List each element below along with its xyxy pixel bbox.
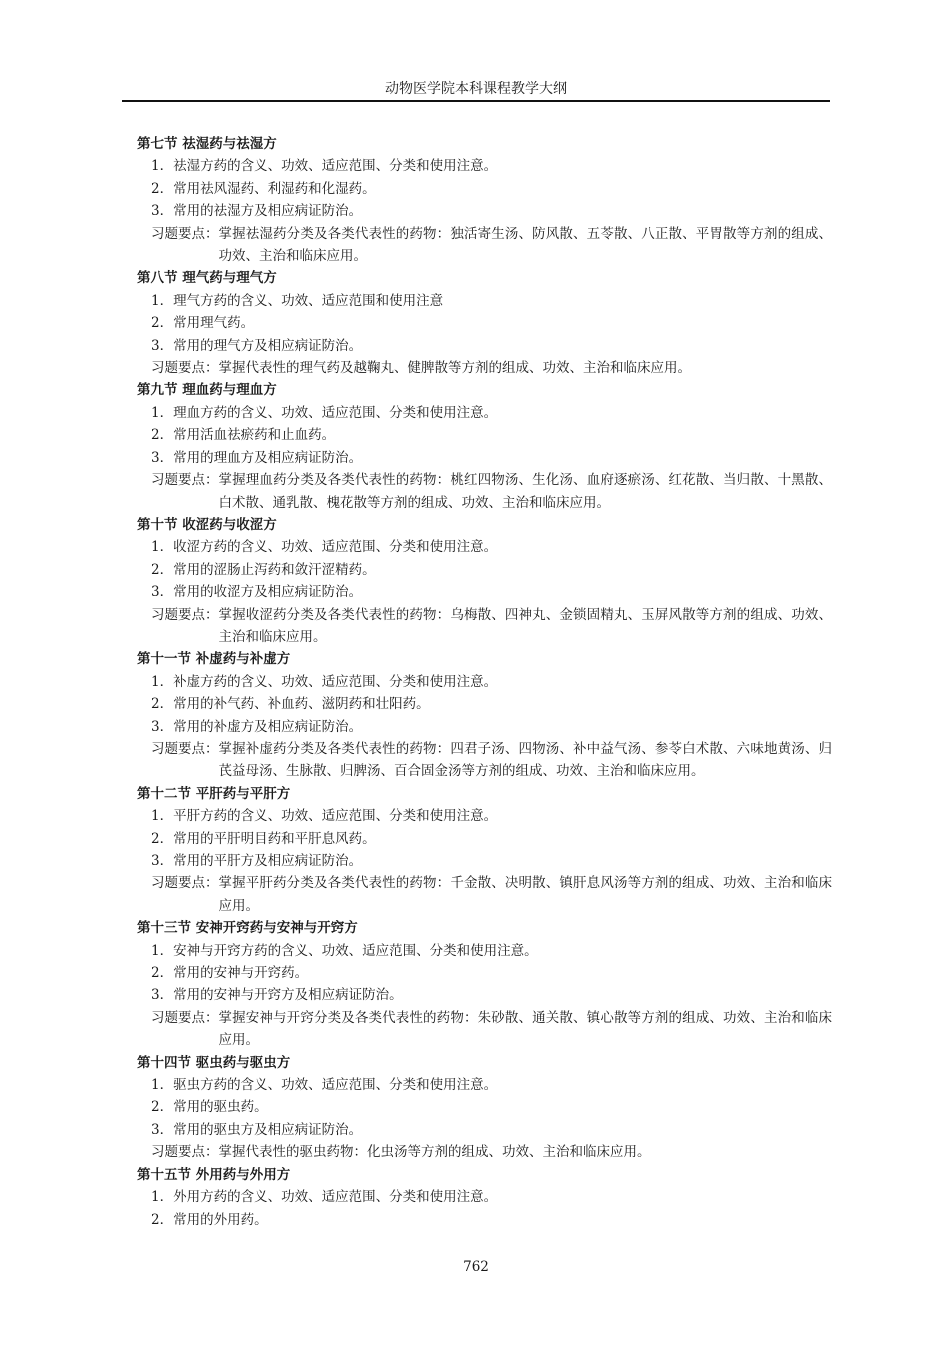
section-15 xyxy=(137,1164,832,1231)
section-8 xyxy=(137,267,832,379)
exercise-note-text: 掌握祛湿药分类及各类代表性的药物：独活寄生汤、防风散、五苓散、八正散、平胃散等方剂的组成、功效、主治和临床应用。 xyxy=(218,225,832,265)
list-item: 3．常用的补虚方及相应病证防治。 xyxy=(151,718,363,735)
exercise-note-label: 习题要点： xyxy=(151,225,219,242)
exercise-note-text: 掌握补虚药分类及各类代表性的药物：四君子汤、四物汤、补中益气汤、参苓白术散、六味地黄汤、归芪益母汤、生脉散、归脾汤、百合固金汤等方剂的组成、功效、主治和临床应用。 xyxy=(218,740,832,780)
exercise-note-label: 习题要点： xyxy=(151,740,219,757)
exercise-note-text: 掌握理血药分类及各类代表性的药物：桃红四物汤、生化汤、血府逐瘀汤、红花散、当归散、十黑散、白术散、通乳散、槐花散等方剂的组成、功效、主治和临床应用。 xyxy=(218,472,832,511)
list-item: 2．常用的补气药、补血药、滋阴药和壮阳药。 xyxy=(151,696,430,713)
section-heading: 第九节 理血药与理血方 xyxy=(137,382,277,399)
list-item: 1．理血方药的含义、功效、适应范围、分类和使用注意。 xyxy=(151,404,498,421)
exercise-note-label: 习题要点： xyxy=(151,606,219,623)
exercise-note xyxy=(137,872,832,917)
list-item: 3．常用的驱虫方及相应病证防治。 xyxy=(151,1121,363,1138)
list-item: 2．常用理气药。 xyxy=(151,315,255,332)
list-item: 2．常用的安神与开窍药。 xyxy=(151,965,309,982)
list-item: 2．常用的平肝明目药和平肝息风药。 xyxy=(151,830,376,847)
exercise-note xyxy=(137,1141,832,1163)
section-heading: 第十四节 驱虫药与驱虫方 xyxy=(137,1054,291,1071)
exercise-note-label: 习题要点： xyxy=(151,1144,219,1161)
page-number: 762 xyxy=(463,1259,489,1275)
exercise-note-text: 掌握代表性的驱虫药物：化虫汤等方剂的组成、功效、主治和临床应用。 xyxy=(218,1144,651,1161)
list-item: 3．常用的平肝方及相应病证防治。 xyxy=(151,853,363,869)
list-item: 1．补虚方药的含义、功效、适应范围、分类和使用注意。 xyxy=(151,673,498,690)
section-14 xyxy=(137,1052,832,1164)
section-heading: 第十一节 补虚药与补虚方 xyxy=(137,651,291,668)
section-heading: 第八节 理气药与理气方 xyxy=(137,270,277,287)
list-item: 1．平肝方药的含义、功效、适应范围、分类和使用注意。 xyxy=(151,808,498,825)
exercise-note-label: 习题要点： xyxy=(151,360,219,377)
list-item: 1．祛湿方药的含义、功效、适应范围、分类和使用注意。 xyxy=(151,158,498,175)
exercise-note xyxy=(137,357,832,379)
list-item: 2．常用的驱虫药。 xyxy=(151,1099,268,1116)
list-item: 3．常用的理气方及相应病证防治。 xyxy=(151,337,363,354)
document-body xyxy=(137,133,832,1231)
list-item: 1．驱虫方药的含义、功效、适应范围、分类和使用注意。 xyxy=(151,1077,498,1094)
exercise-note-label: 习题要点： xyxy=(151,1009,219,1026)
exercise-note-label: 习题要点： xyxy=(151,472,219,489)
list-item: 1．外用方药的含义、功效、适应范围、分类和使用注意。 xyxy=(151,1189,498,1206)
section-heading: 第十二节 平肝药与平肝方 xyxy=(137,785,291,802)
section-7 xyxy=(137,133,832,267)
exercise-note xyxy=(137,1007,832,1052)
list-item: 3．常用的安神与开窍方及相应病证防治。 xyxy=(151,987,403,1004)
header-divider xyxy=(122,100,830,102)
exercise-note xyxy=(137,469,832,514)
list-item: 3．常用的理血方及相应病证防治。 xyxy=(151,449,363,466)
section-heading: 第十三节 安神开窍药与安神与开窍方 xyxy=(137,920,358,937)
list-item: 1．收涩方药的含义、功效、适应范围、分类和使用注意。 xyxy=(151,539,498,556)
list-item: 2．常用的外用药。 xyxy=(151,1211,268,1228)
exercise-note xyxy=(137,223,832,268)
section-heading: 第十节 收涩药与收涩方 xyxy=(137,516,277,533)
list-item: 3．常用的收涩方及相应病证防治。 xyxy=(151,584,363,601)
list-item: 2．常用活血祛瘀药和止血药。 xyxy=(151,427,336,444)
section-9 xyxy=(137,379,832,513)
exercise-note xyxy=(137,604,832,649)
section-13 xyxy=(137,917,832,1051)
exercise-note xyxy=(137,738,832,783)
list-item: 2．常用的涩肠止泻药和敛汗涩精药。 xyxy=(151,561,376,578)
section-10 xyxy=(137,514,832,648)
section-heading: 第十五节 外用药与外用方 xyxy=(137,1166,291,1183)
section-heading: 第七节 祛湿药与祛湿方 xyxy=(137,136,277,152)
exercise-note-text: 掌握平肝药分类及各类代表性的药物：千金散、决明散、镇肝息风汤等方剂的组成、功效、主治和临床应用。 xyxy=(218,875,832,914)
list-item: 2．常用祛风湿药、利湿药和化湿药。 xyxy=(151,180,376,197)
exercise-note-text: 掌握代表性的理气药及越鞠丸、健脾散等方剂的组成、功效、主治和临床应用。 xyxy=(218,360,691,377)
page-header-title: 动物医学院本科课程教学大纲 xyxy=(385,81,567,97)
list-item: 3．常用的祛湿方及相应病证防治。 xyxy=(151,203,363,220)
section-12 xyxy=(137,783,832,917)
exercise-note-label: 习题要点： xyxy=(151,875,219,892)
section-11 xyxy=(137,648,832,782)
exercise-note-text: 掌握收涩药分类及各类代表性的药物：乌梅散、四神丸、金锁固精丸、玉屏风散等方剂的组成、功效、主治和临床应用。 xyxy=(218,606,832,645)
list-item: 1．理气方药的含义、功效、适应范围和使用注意 xyxy=(151,292,444,309)
exercise-note-text: 掌握安神与开窍分类及各类代表性的药物：朱砂散、通关散、镇心散等方剂的组成、功效、主治和临床应用。 xyxy=(218,1009,832,1049)
list-item: 1．安神与开窍方药的含义、功效、适应范围、分类和使用注意。 xyxy=(151,942,538,959)
